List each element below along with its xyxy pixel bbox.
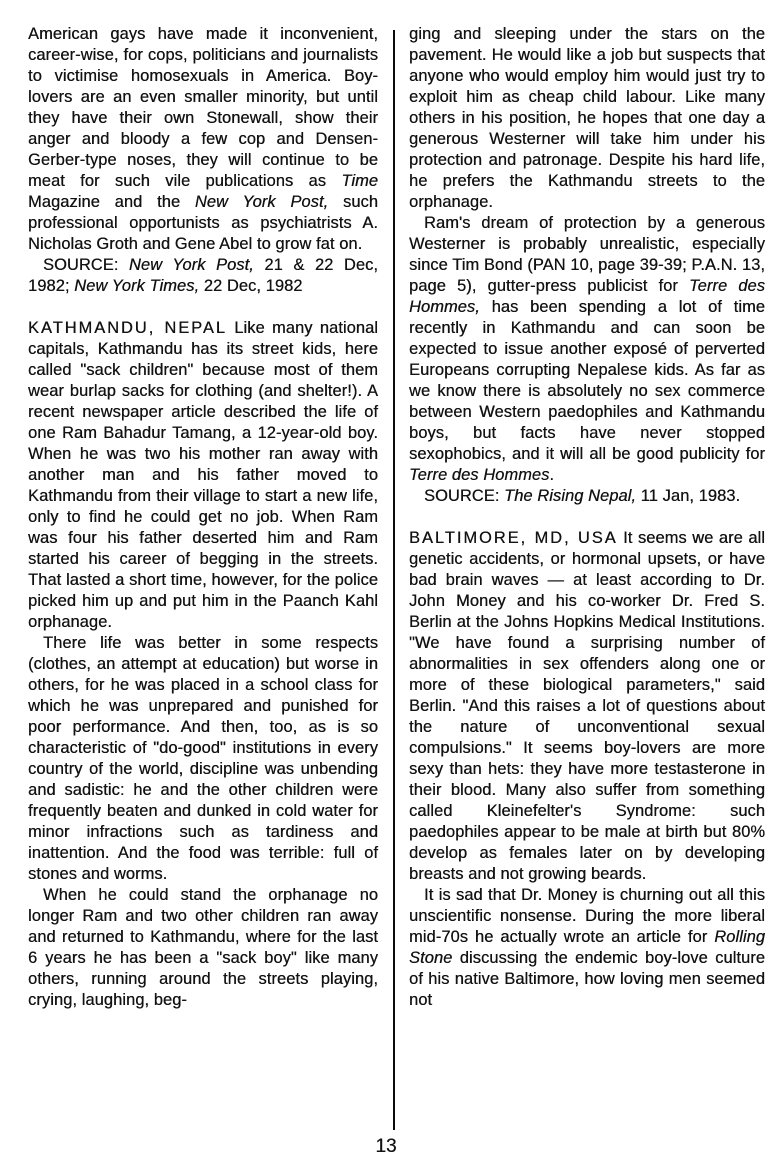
publication-title: The Rising Nepal, — [504, 487, 637, 505]
publication-title: New York Post, — [128, 256, 254, 274]
text-segment: ging and sleeping under the stars on the pavement. He would like a job but suspects that anyone who would employ him would just try to exploit him as cheap child labour. Like many others in his position, he hopes that one day a generous Westerner will take him under his protection and patronage. Despite his hard life, he prefers the Kathmandu streets to the orphanage. — [409, 25, 765, 211]
text-segment: It is sad that Dr. Money is churning out all this unscientific nonsense. During the more liberal mid-70s he actually wrote an article for — [409, 886, 765, 946]
paragraph-dr-money — [409, 885, 765, 1011]
paragraph-rams-dream — [409, 213, 765, 486]
text-segment: . — [549, 466, 555, 484]
publication-title: New York Post, — [194, 193, 329, 211]
dateline-baltimore-md-usa: BALTIMORE, MD, USA — [409, 529, 618, 547]
source-citation-rising-nepal — [409, 486, 765, 507]
text-segment: Ram's dream of protection by a generous Westerner is probably unrealistic, especially since Tim Bond (PAN 10, page 39-39; P.A.N. 13, page 5), gutter-press publicist for — [409, 214, 765, 295]
publication-title: Time — [341, 172, 378, 190]
publication-title: Rolling Stone — [409, 928, 765, 967]
organization-title: Terre des Hommes, — [409, 277, 765, 316]
source-label: SOURCE: — [424, 487, 505, 505]
article-baltimore — [409, 528, 765, 885]
text-segment: discussing the endemic boy-love culture of his native Baltimore, how loving men seemed not — [409, 949, 765, 1009]
organization-title: Terre des Hommes — [409, 466, 550, 484]
text-segment: 22 Dec, 1982 — [199, 277, 303, 295]
publication-title: New York Times, — [74, 277, 200, 295]
text-segment: Magazine and the — [28, 193, 195, 211]
source-citation-new-york — [28, 255, 378, 297]
paragraph-street-life-continued — [409, 24, 765, 213]
source-label: SOURCE: — [43, 256, 129, 274]
text-segment: It seems we are all genetic accidents, or hormonal upsets, or have bad brain waves — at least according to Dr. John Money and his co-worker Dr. Fred S. Berlin at the Johns Hopkins Medical Institutions. "We have found a surprising number of abnormalities in sex offenders along one or more of these biological parameters," said Berlin. "And this raises a lot of questions about the nature of unconventional sexual compulsions." It seems boy-lovers are more sexy than hets: they have more testasterone in their blood. Many also suffer from something called Kleinefelter's Syndrome: such paedophiles appear to be male at birth but 80% develop as females later on by developing breasts and not growing beards. — [409, 529, 765, 883]
page-number: 13 — [375, 1136, 397, 1157]
text-segment: Like many national capitals, Kathmandu has its street kids, here called "sack children" because most of them wear burlap sacks for clothing (and shelter!). A recent newspaper article described the life of one Ram Bahadur Tamang, a 12-year-old boy. When he was two his mother ran away with another man and his father moved to Kathmandu from their village to start a new life, only to find he could get no job. When Ram was four his father deserted him and Ram started his career of begging in the streets. That lasted a short time, however, for the police picked him up and put him in the Paanch Kahl orphanage. — [28, 319, 378, 631]
text-segment: 21 & 22 Dec, 1982; — [28, 256, 378, 295]
text-segment: such professional opportunists as psychiatrists A. Nicholas Groth and Gene Abel to grow fat on. — [28, 193, 378, 253]
dateline-kathmandu-nepal: KATHMANDU, NEPAL — [28, 319, 227, 337]
text-segment: has been spending a lot of time recently in Kathmandu and can soon be expected to issue another exposé of perverted Europeans corrupting Nepalese kids. As far as we know there is absolutely no sex commerce between Western paedophiles and Kathmandu boys, but facts have never stopped sexophobics, and it will all be good publicity for — [409, 298, 765, 463]
article-kathmandu — [28, 318, 378, 633]
paragraph-american-gays — [28, 24, 378, 255]
paragraph-orphanage-life — [28, 633, 378, 885]
column-divider-rule — [393, 30, 395, 1130]
left-column — [28, 24, 378, 1011]
paragraph-ran-away — [28, 885, 378, 1011]
text-segment: When he could stand the orphanage no longer Ram and two other children ran away and returned to Kathmandu, where for the last 6 years he has been a "sack boy" like many others, running around the streets playing, crying, laughing, beg- — [28, 886, 378, 1009]
text-segment: American gays have made it inconvenient, career-wise, for cops, politicians and journalists to victimise homosexuals in America. Boy-lovers are an even smaller minority, but until they have their own Stonewall, show their anger and bloody a few cop and Densen-Gerber-type noses, they will continue to be meat for such vile publications as — [28, 25, 378, 190]
right-column — [409, 24, 765, 1011]
text-segment: There life was better in some respects (clothes, an attempt at education) but worse in others, for he was placed in a school class for which he was unprepared and punished for poor performance. And then, too, as is so characteristic of "do-good" institutions in every country of the world, discipline was unbending and sadistic: he and the other children were frequently beaten and dunked in cold water for minor infractions such as tardiness and inattention. And the food was terrible: full of stones and worms. — [28, 634, 378, 883]
text-segment: 11 Jan, 1983. — [636, 487, 741, 505]
